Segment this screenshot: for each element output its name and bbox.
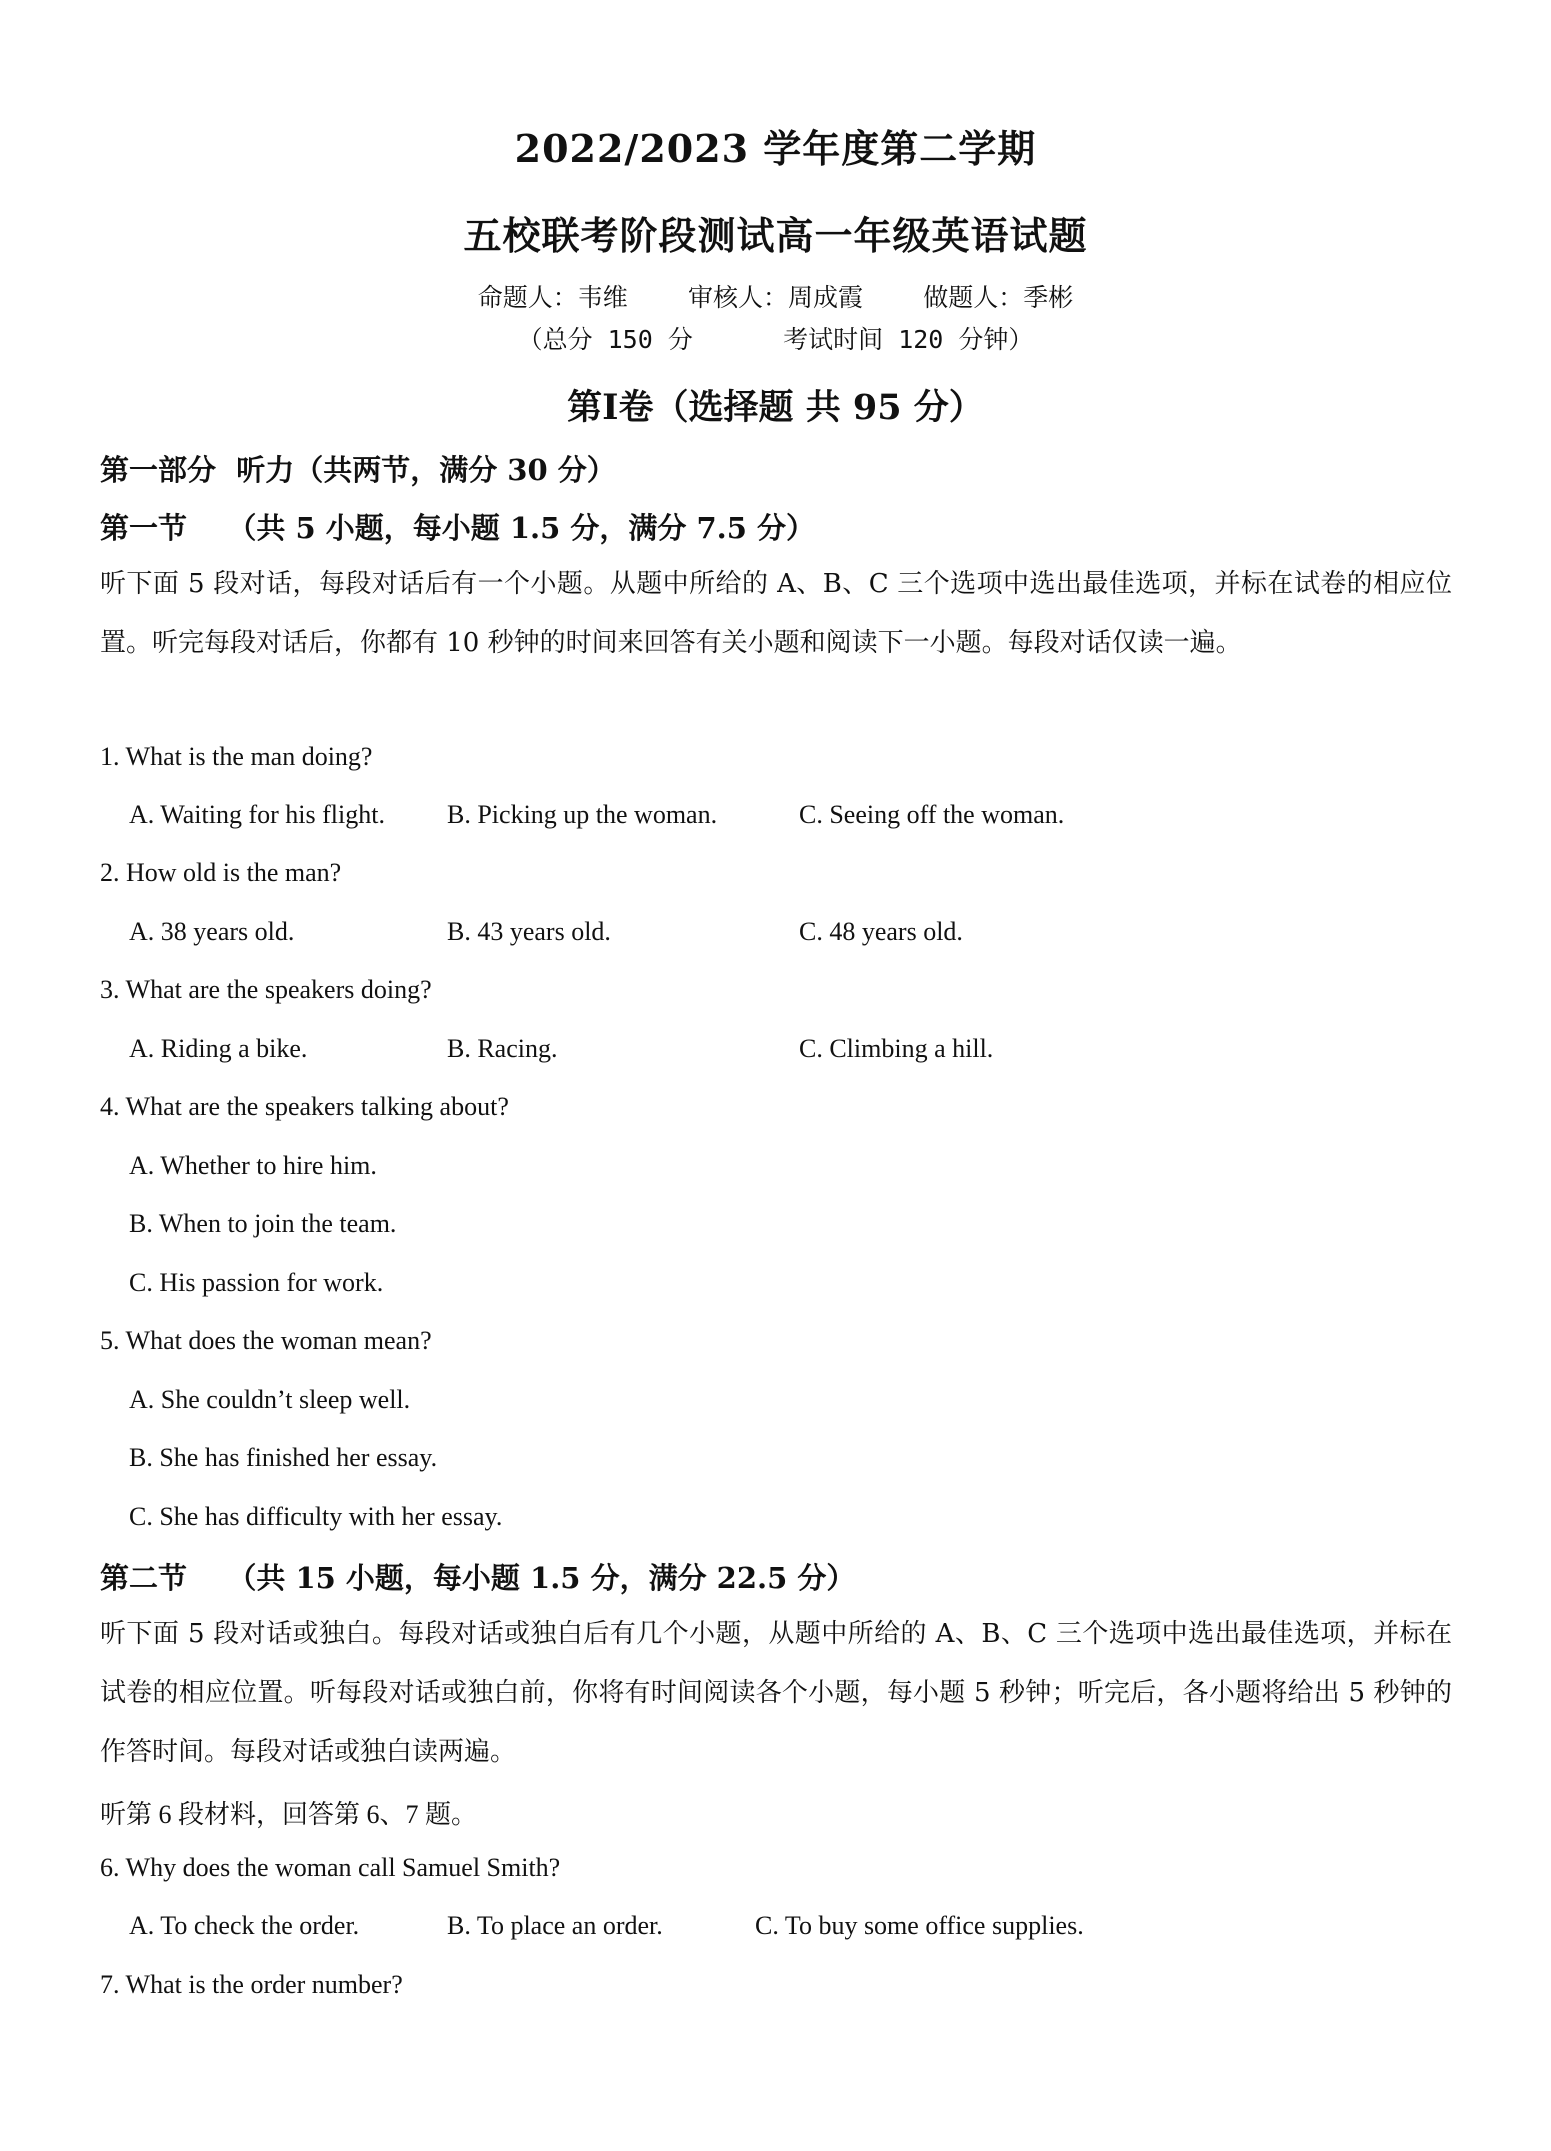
authors-line: 命题人：韦维 审核人：周成霞 做题人：季彬 xyxy=(477,283,1074,312)
section2-instructions: 听下面 5 段对话或独白。每段对话或独白后有几个小题，从题中所给的 A、B、C 三个选项中选出最佳选项，并标在试卷的相应位置。听每段对话或独白前，你将有时间阅读各个小题，每小题 5 秒钟；听完后，各小题将给出 5 秒钟的作答时间。每段对话或独白读两遍。 xyxy=(100,1619,1452,1767)
question-1: 1. What is the man doing? xyxy=(100,742,373,771)
section1-instructions: 听下面 5 段对话，每段对话后有一个小题。从题中所给的 A、B、C 三个选项中选出最佳选项，并标在试卷的相应位置。听完每段对话后，你都有 10 秒钟的时间来回答有关小题和阅读下一小题。每段对话仅读一遍。 xyxy=(100,569,1452,658)
question-5: 5. What does the woman mean? xyxy=(100,1326,432,1355)
q2-option-a: A. 38 years old. xyxy=(129,917,295,946)
part1-heading: 第一部分 听力（共两节，满分 30 分） xyxy=(100,453,616,487)
q6-option-c: C. To buy some office supplies. xyxy=(755,1911,1084,1940)
section1-heading: 第一节 （共 5 小题，每小题 1.5 分，满分 7.5 分） xyxy=(100,511,816,545)
q4-option-b: B. When to join the team. xyxy=(129,1209,397,1238)
question-7: 7. What is the order number? xyxy=(100,1970,403,1999)
q5-option-b: B. She has finished her essay. xyxy=(129,1443,438,1472)
section2-heading: 第二节 （共 15 小题，每小题 1.5 分，满分 22.5 分） xyxy=(100,1561,856,1595)
q4-option-a: A. Whether to hire him. xyxy=(129,1151,377,1180)
question-4: 4. What are the speakers talking about? xyxy=(100,1092,509,1121)
q4-option-c: C. His passion for work. xyxy=(129,1268,384,1297)
q6-option-b: B. To place an order. xyxy=(447,1911,663,1940)
q2-option-c: C. 48 years old. xyxy=(799,917,963,946)
q1-option-a: A. Waiting for his flight. xyxy=(129,800,385,829)
question-2: 2. How old is the man? xyxy=(100,858,342,887)
q1-option-c: C. Seeing off the woman. xyxy=(799,800,1065,829)
question-6: 6. Why does the woman call Samuel Smith? xyxy=(100,1853,561,1882)
q1-option-b: B. Picking up the woman. xyxy=(447,800,718,829)
exam-title-line2: 五校联考阶段测试高一年级英语试题 xyxy=(463,213,1088,258)
question-3: 3. What are the speakers doing? xyxy=(100,975,432,1004)
q3-option-c: C. Climbing a hill. xyxy=(799,1034,994,1063)
q3-option-b: B. Racing. xyxy=(447,1034,558,1063)
q5-option-c: C. She has difficulty with her essay. xyxy=(129,1502,503,1531)
volume-title: 第Ⅰ卷（选择题 共 95 分） xyxy=(567,387,984,428)
score-time-line: （总分 150 分 考试时间 120 分钟） xyxy=(517,325,1034,354)
q6-option-a: A. To check the order. xyxy=(129,1911,360,1940)
q2-option-b: B. 43 years old. xyxy=(447,917,611,946)
q3-option-a: A. Riding a bike. xyxy=(129,1034,308,1063)
exam-title-line1: 2022/2023 学年度第二学期 xyxy=(514,126,1037,171)
q5-option-a: A. She couldn’t sleep well. xyxy=(129,1385,411,1414)
material6-note: 听第 6 段材料，回答第 6、7 题。 xyxy=(100,1800,478,1829)
